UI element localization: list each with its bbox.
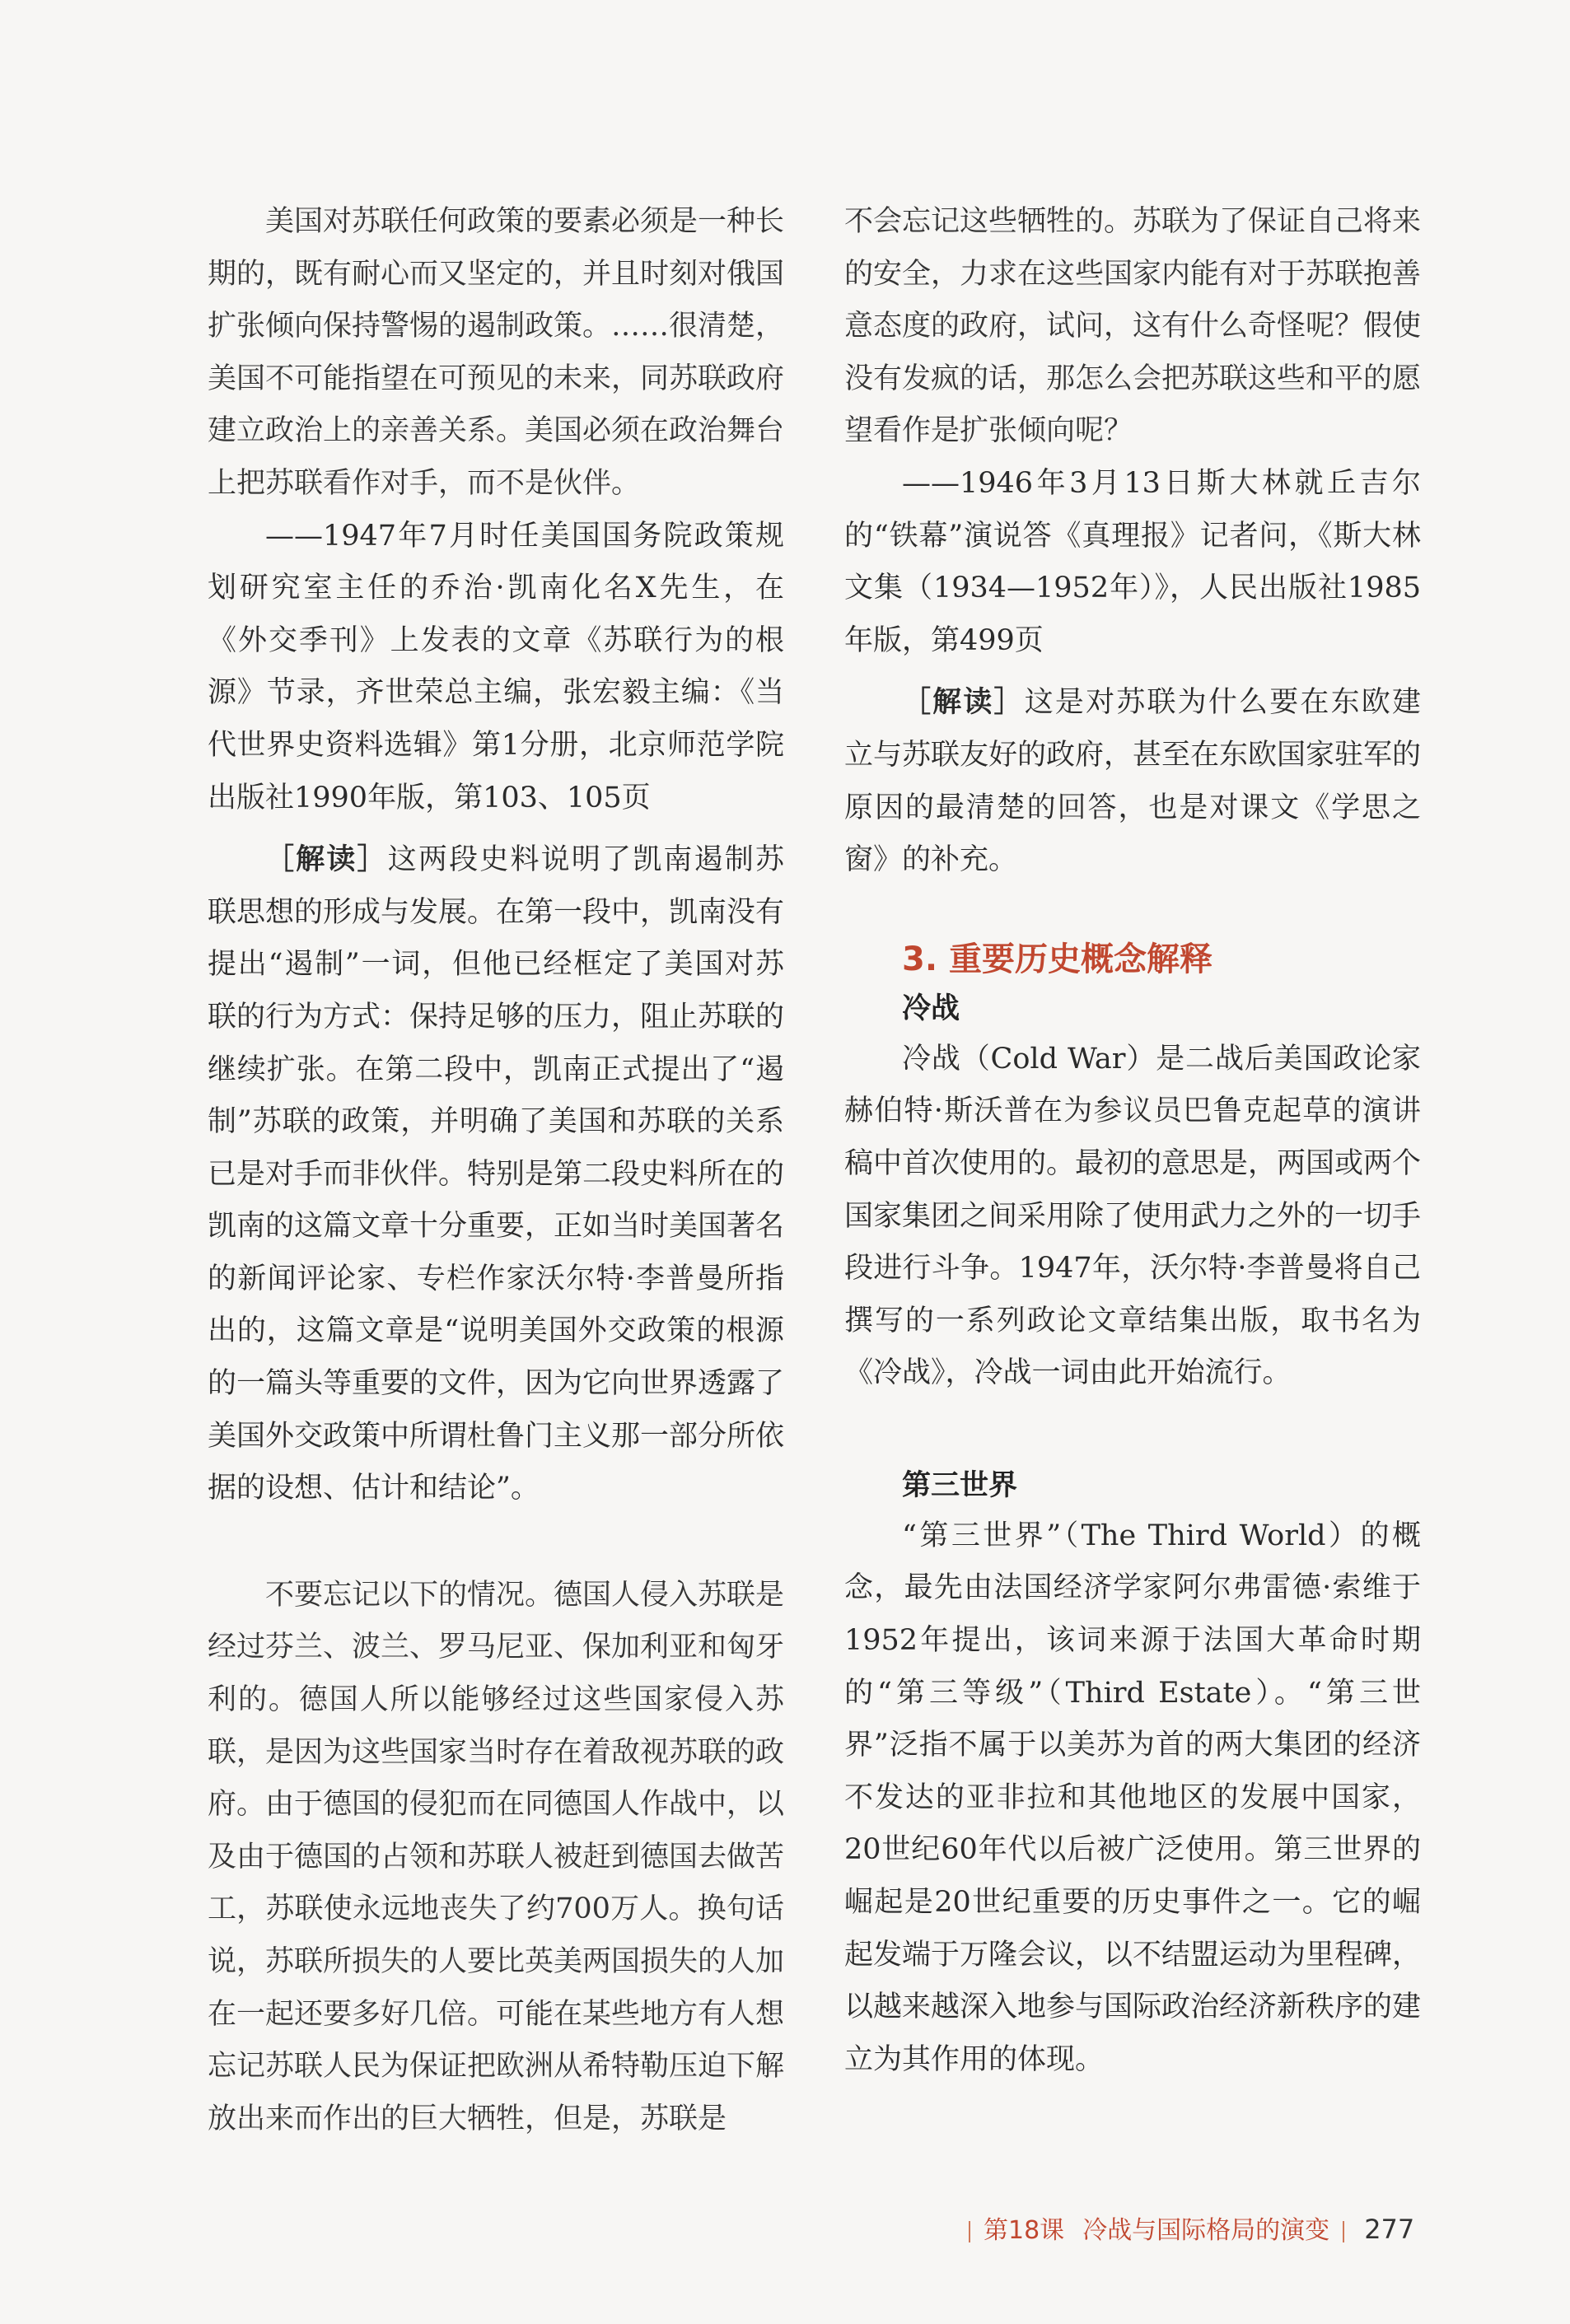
left-column xyxy=(208,196,784,2145)
footer-divider xyxy=(969,2221,970,2242)
interpretation-1-text: 这两段史料说明了凯南遏制苏联思想的形成与发展。在第一段中，凯南没有提出“遏制”一词，但他已经框定了美国对苏联的行为方式：保持足够的压力，阻止苏联的继续扩张。在第二段中，凯南正式提出了“遏制”苏联的政策，并明确了美国和苏联的关系已是对手而非伙伴。特别是第二段史料所在的凯南的这篇文章十分重要，正如当时美国著名的新闻评论家、专栏作家沃尔特·李普曼所指出的，这篇文章是“说明美国外交政策的根源的一篇头等重要的文件，因为它向世界透露了美国外交政策中所谓杜鲁门主义那一部分所依据的设想、估计和结论”。 xyxy=(208,843,785,1505)
interpretation-tag: ［解读］ xyxy=(902,686,1025,720)
page-footer xyxy=(956,2207,1417,2252)
kennan-quote: 美国对苏联任何政策的要素必须是一种长期的，既有耐心而又坚定的，并且时刻对俄国扩张倾向保持警惕的遏制政策。……很清楚，美国不可能指望在可预见的未来，同苏联政府建立政治上的亲善关系。美国必须在政治舞台上把苏联看作对手，而不是伙伴。 xyxy=(208,205,785,500)
stalin-quote-continued: 不会忘记这些牺牲的。苏联为了保证自己将来的安全，力求在这些国家内能有对于苏联抱善意态度的政府，试问，这有什么奇怪呢？假使没有发疯的话，那怎么会把苏联这些和平的愿望看作是扩张倾向呢？ xyxy=(844,205,1422,448)
interpretation-2 xyxy=(844,677,1421,886)
interpretation-1 xyxy=(208,834,784,1515)
term-heading-cold-war: 冷战 xyxy=(902,992,960,1025)
term-heading-third-world: 第三世界 xyxy=(902,1468,1018,1502)
stalin-quote: 不要忘记以下的情况。德国人侵入苏联是经过芬兰、波兰、罗马尼亚、保加利亚和匈牙利的。德国人所以能够经过这些国家侵入苏联，是因为这些国家当时存在着敌视苏联的政府。由于德国的侵犯而在同德国人作战中，以及由于德国的占领和苏联人被赶到德国去做苦工，苏联使永远地丧失了约700万人。换句话说，苏联所损失的人要比英美两国损失的人加在一起还要多好几倍。可能在某些地方有人想忘记苏联人民为保证把欧洲从希特勒压迫下解放出来而作出的巨大牺牲，但是，苏联是 xyxy=(208,1578,785,2135)
footer-lesson: 第18课 xyxy=(984,2216,1065,2245)
footer-divider xyxy=(1343,2221,1344,2242)
section-title: 3. 重要历史概念解释 xyxy=(902,940,1213,978)
page-number: 277 xyxy=(1364,2214,1415,2245)
footer-lesson-title: 冷战与国际格局的演变 xyxy=(1082,2216,1330,2245)
term-text-cold-war: 冷战（Cold War）是二战后美国政论家赫伯特·斯沃普在为参议员巴鲁克起草的演讲稿中首次使用的。最初的意思是，两国或两个国家集团之间采用除了使用武力之外的一切手段进行斗争。1947年，沃尔特·李普曼将自己撰写的一系列政论文章结集出版，取书名为《冷战》，冷战一词由此开始流行。 xyxy=(844,1042,1422,1390)
term-text-third-world: “第三世界”（The Third World）的概念，最先由法国经济学家阿尔弗雷德·索维于1952年提出，该词来源于法国大革命时期的“第三等级”（Third Estate）。“第三世界”泛指不属于以美苏为首的两大集团的经济不发达的亚非拉和其他地区的发展中国家，20世纪60年代以后被广泛使用。第三世界的崛起是20世纪重要的历史事件之一。它的崛起发端于万隆会议，以不结盟运动为里程碑，以越来越深入地参与国际政治经济新秩序的建立为其作用的体现。 xyxy=(844,1519,1422,2076)
kennan-quote-source: ——1947年7月时任美国国务院政策规划研究室主任的乔治·凯南化名X先生，在《外交季刊》上发表的文章《苏联行为的根源》节录，齐世荣总主编，张宏毅主编：《当代世界史资料选辑》第1分册，北京师范学院出版社1990年版，第103、105页 xyxy=(208,519,784,814)
stalin-quote-source: ——1946年3月13日斯大林就丘吉尔的“铁幕”演说答《真理报》记者问，《斯大林文集（1934—1952年）》，人民出版社1985年版，第499页 xyxy=(844,466,1421,657)
right-column xyxy=(844,196,1421,2086)
interpretation-2-text: 这是对苏联为什么要在东欧建立与苏联友好的政府，甚至在东欧国家驻军的原因的最清楚的回答，也是对课文《学思之窗》的补充。 xyxy=(844,686,1422,877)
interpretation-tag: ［解读］ xyxy=(265,843,388,877)
